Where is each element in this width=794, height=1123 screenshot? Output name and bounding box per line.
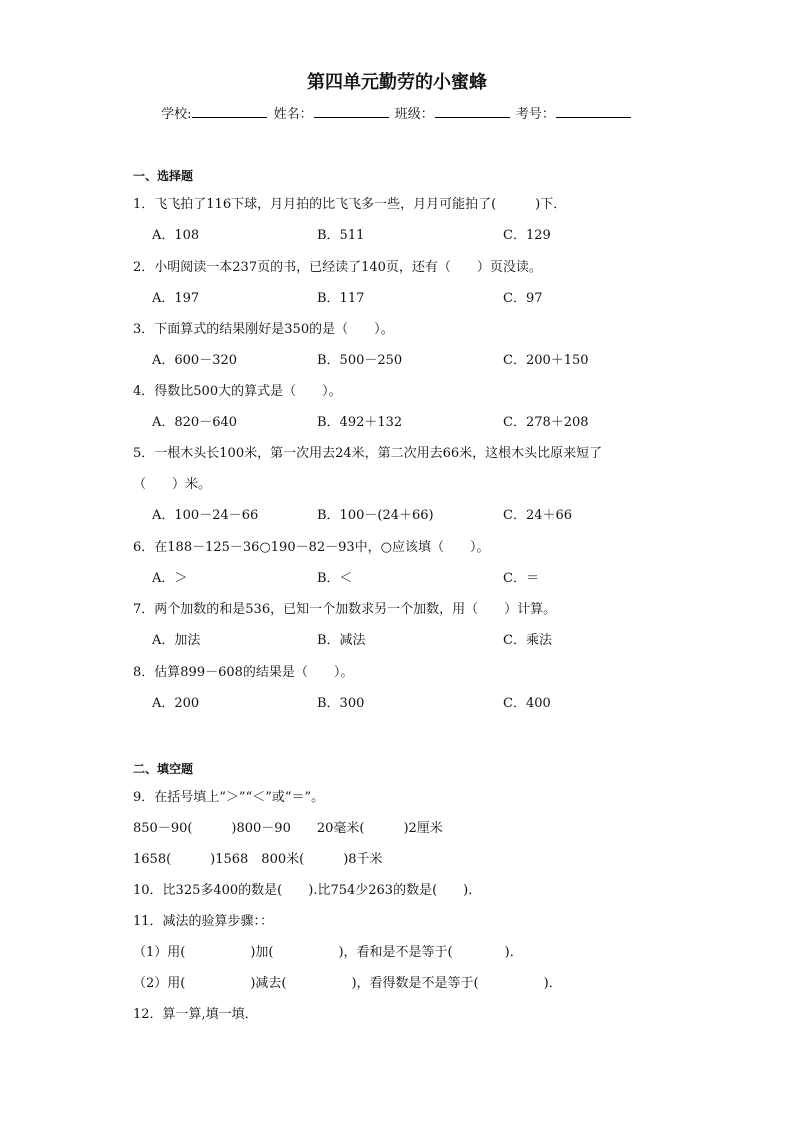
q5-option-b[interactable]: B．100－(24＋66) [317, 508, 434, 523]
q3-option-c[interactable]: C．200＋150 [503, 353, 589, 368]
q2-option-b[interactable]: B．117 [317, 291, 365, 306]
question-1: 1．飞飞拍了116下球，月月拍的比飞飞多一些，月月可能拍了( )下． [133, 197, 567, 212]
exam-no-label: 考号： [515, 107, 555, 122]
q7-option-a[interactable]: A．加法 [152, 633, 201, 648]
q8-option-c[interactable]: C．400 [503, 696, 551, 711]
class-label: 班级： [394, 107, 434, 122]
question-11: 11．减法的验算步骤：： [133, 914, 274, 929]
q5-option-c[interactable]: C．24＋66 [503, 508, 573, 523]
section-heading-choice: 一、选择题 [133, 169, 194, 183]
student-info-row [0, 103, 794, 122]
question-9-row-1: 850－90( )800－90 20毫米( )2厘米 [133, 821, 443, 836]
page-title: 第四单元勤劳的小蜜蜂 [307, 72, 487, 93]
question-12: 12．算一算,填一填． [133, 1007, 258, 1022]
question-4: 4．得数比500大的算式是（ ）。 [133, 384, 342, 399]
q1-option-b[interactable]: B．511 [317, 228, 365, 243]
q6-option-b[interactable]: B．＜ [317, 571, 353, 586]
q6-option-a[interactable]: A．＞ [152, 571, 188, 586]
section-heading-fill-in: 二、填空题 [133, 762, 194, 776]
q6-option-c[interactable]: C．＝ [503, 571, 539, 586]
question-11-step-2: （2）用( )减去( )，看得数是不是等于( )． [133, 976, 562, 991]
question-5: 5．一根木头长100米，第一次用去24米，第二次用去66米，这根木头比原来短了 [133, 446, 603, 461]
question-7: 7．两个加数的和是536，已知一个加数求另一个加数，用（ ）计算。 [133, 602, 557, 617]
q4-option-a[interactable]: A．820－640 [152, 415, 238, 430]
q7-option-c[interactable]: C．乘法 [503, 633, 552, 648]
q5-option-a[interactable]: A．100－24－66 [152, 508, 259, 523]
q2-option-a[interactable]: A．197 [152, 291, 200, 306]
class-field[interactable] [435, 105, 510, 118]
name-label: 姓名： [273, 107, 313, 122]
q8-option-a[interactable]: A．200 [152, 696, 200, 711]
exam-no-field[interactable] [556, 105, 631, 118]
q8-option-b[interactable]: B．300 [317, 696, 365, 711]
question-8: 8．估算899－608的结果是（ ）。 [133, 665, 354, 680]
q3-option-a[interactable]: A．600－320 [152, 353, 238, 368]
question-2: 2．小明阅读一本237页的书，已经读了140页，还有（ ）页没读。 [133, 260, 542, 275]
school-field[interactable] [192, 105, 267, 118]
question-10: 10．比325多400的数是( ).比754少263的数是( )． [133, 883, 482, 898]
q4-option-b[interactable]: B．492＋132 [317, 415, 403, 430]
q2-option-c[interactable]: C．97 [503, 291, 543, 306]
q7-option-b[interactable]: B．减法 [317, 633, 366, 648]
question-11-step-1: （1）用( )加( )，看和是不是等于( )． [133, 945, 523, 960]
school-label: 学校: [161, 107, 192, 122]
question-9: 9．在括号填上“＞”“＜”或“＝”。 [133, 790, 325, 805]
q1-option-a[interactable]: A．108 [152, 228, 200, 243]
question-5-continued: （ ）米。 [133, 477, 212, 492]
q1-option-c[interactable]: C．129 [503, 228, 551, 243]
q4-option-c[interactable]: C．278＋208 [503, 415, 589, 430]
q3-option-b[interactable]: B．500－250 [317, 353, 403, 368]
question-9-row-2: 1658( )1568 800米( )8千米 [133, 852, 383, 867]
question-6: 6．在188－125－36○190－82－93中，○应该填（ ）。 [133, 540, 490, 555]
question-3: 3．下面算式的结果刚好是350的是（ ）。 [133, 322, 394, 337]
name-field[interactable] [314, 105, 389, 118]
